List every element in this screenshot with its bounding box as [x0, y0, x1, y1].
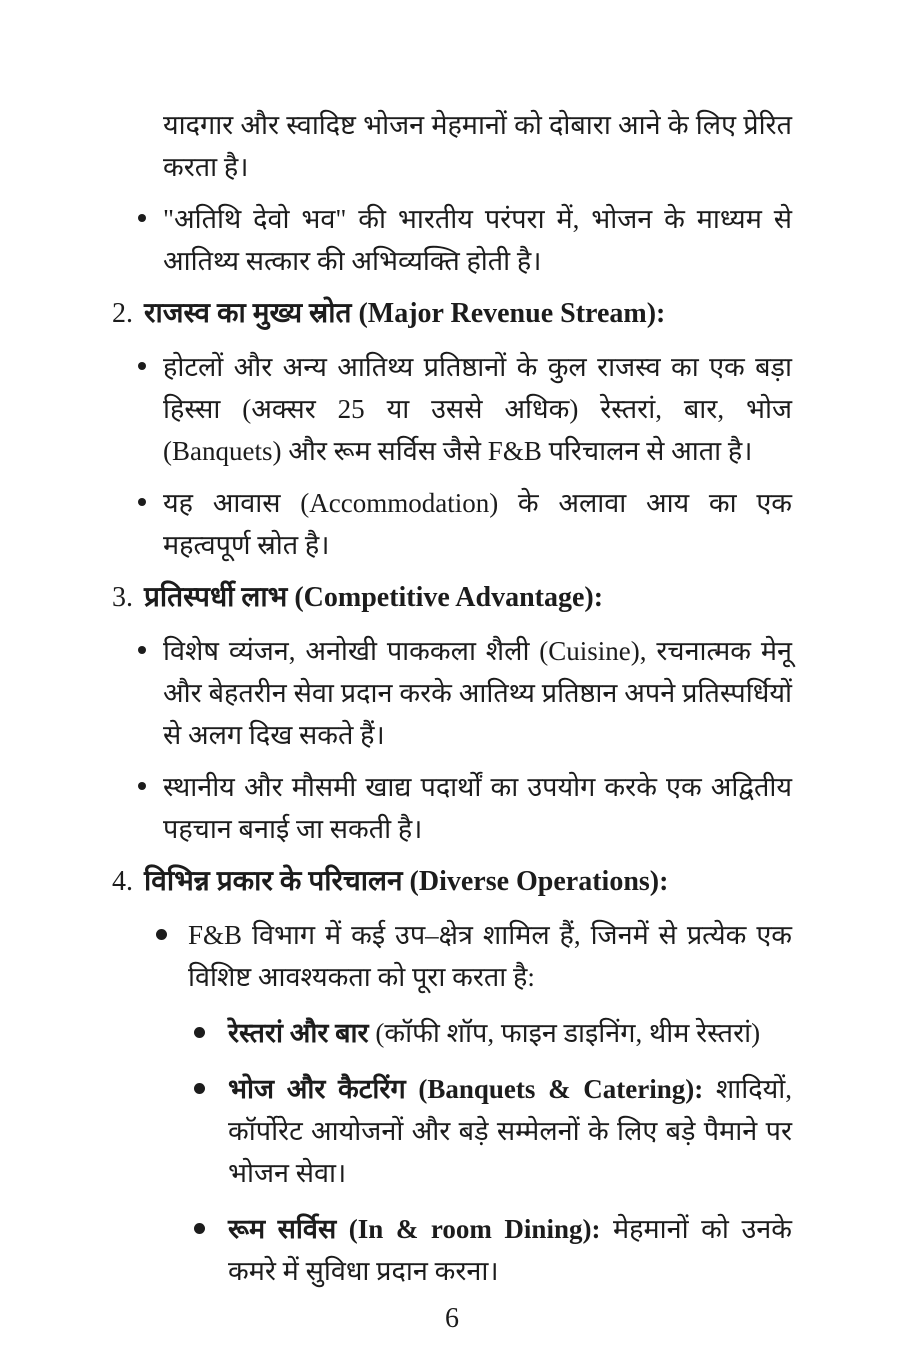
- sub-list-item-text: [228, 1012, 792, 1054]
- bullet-icon: [194, 1027, 205, 1038]
- section-heading-4: [112, 860, 792, 904]
- list-item: [112, 482, 792, 566]
- sub-list-item: [112, 1012, 792, 1054]
- list-item-text: F&B विभाग में कई उप–क्षेत्र शामिल हैं, जिनमें से प्रत्येक एक विशिष्ट आवश्यकता को पूरा करता है:: [188, 920, 792, 992]
- section-heading-3: [112, 576, 792, 620]
- sub-item-rest: (कॉफी शॉप, फाइन डाइनिंग, थीम रेस्तरां): [368, 1018, 761, 1048]
- bullet-icon: [156, 929, 167, 940]
- bullet-icon: [138, 498, 146, 506]
- list-item: [112, 914, 792, 998]
- section-number: 3.: [112, 582, 133, 613]
- sub-list-item-text: [228, 1208, 792, 1292]
- bullet-icon: [138, 646, 146, 654]
- list-item: [112, 630, 792, 756]
- section-title: प्रतिस्पर्धी लाभ (Competitive Advantage):: [144, 582, 604, 613]
- section-heading-2: [112, 292, 792, 336]
- sub-list-item: [112, 1068, 792, 1194]
- list-item: [112, 766, 792, 850]
- list-item-text: "अतिथि देवो भव" की भारतीय परंपरा में, भोजन के माध्यम से आतिथ्य सत्कार की अभिव्यक्ति होती है।: [163, 204, 792, 276]
- sub-item-rest: मेहमानों को उनके कमरे में सुविधा प्रदान करना।: [228, 1214, 792, 1286]
- list-item: [112, 346, 792, 472]
- sub-item-rest: शादियों, कॉर्पोरेट आयोजनों और बड़े सम्मेलनों के लिए बड़े पैमाने पर भोजन सेवा।: [228, 1074, 792, 1188]
- page-number: 6: [445, 1303, 459, 1334]
- list-item-text: यह आवास (Accommodation) के अलावा आय का एक महत्वपूर्ण स्रोत है।: [163, 488, 792, 560]
- section-number: 4.: [112, 866, 133, 897]
- sub-item-lead: रूम सर्विस (In & room Dining):: [228, 1214, 601, 1244]
- bullet-icon: [138, 782, 146, 790]
- bullet-icon: [194, 1083, 205, 1094]
- bullet-icon: [138, 362, 146, 370]
- section-number: 2.: [112, 298, 133, 329]
- sub-list-item: [112, 1208, 792, 1292]
- page-footer: [112, 1298, 792, 1340]
- list-item-text: होटलों और अन्य आतिथ्य प्रतिष्ठानों के कुल राजस्व का एक बड़ा हिस्सा (अक्सर 25 या उससे अधिक) रेस्तरां, बार, भोज (Banquets) और रूम सर्विस जैसे F&B परिचालन से आता है।: [163, 352, 792, 466]
- section-title: राजस्व का मुख्य स्रोत (Major Revenue Stream):: [144, 298, 666, 329]
- sub-item-lead: रेस्तरां और बार: [228, 1018, 369, 1048]
- list-item-text: विशेष व्यंजन, अनोखी पाककला शैली (Cuisine), रचनात्मक मेनू और बेहतरीन सेवा प्रदान करके आतिथ्य प्रतिष्ठान अपने प्रतिस्पर्धियों से अलग दिख सकते हैं।: [163, 636, 792, 750]
- continuation-paragraph: यादगार और स्वादिष्ट भोजन मेहमानों को दोबारा आने के लिए प्रेरित करता है।: [163, 110, 792, 182]
- bullet-icon: [194, 1223, 205, 1234]
- list-item-text: स्थानीय और मौसमी खाद्य पदार्थों का उपयोग करके एक अद्वितीय पहचान बनाई जा सकती है।: [163, 772, 792, 844]
- bullet-icon: [138, 214, 146, 222]
- sub-list-item-text: [228, 1068, 792, 1194]
- section-title: विभिन्न प्रकार के परिचालन (Diverse Operations):: [144, 866, 669, 897]
- list-item: [112, 198, 792, 282]
- sub-item-lead: भोज और कैटरिंग (Banquets & Catering):: [228, 1074, 704, 1104]
